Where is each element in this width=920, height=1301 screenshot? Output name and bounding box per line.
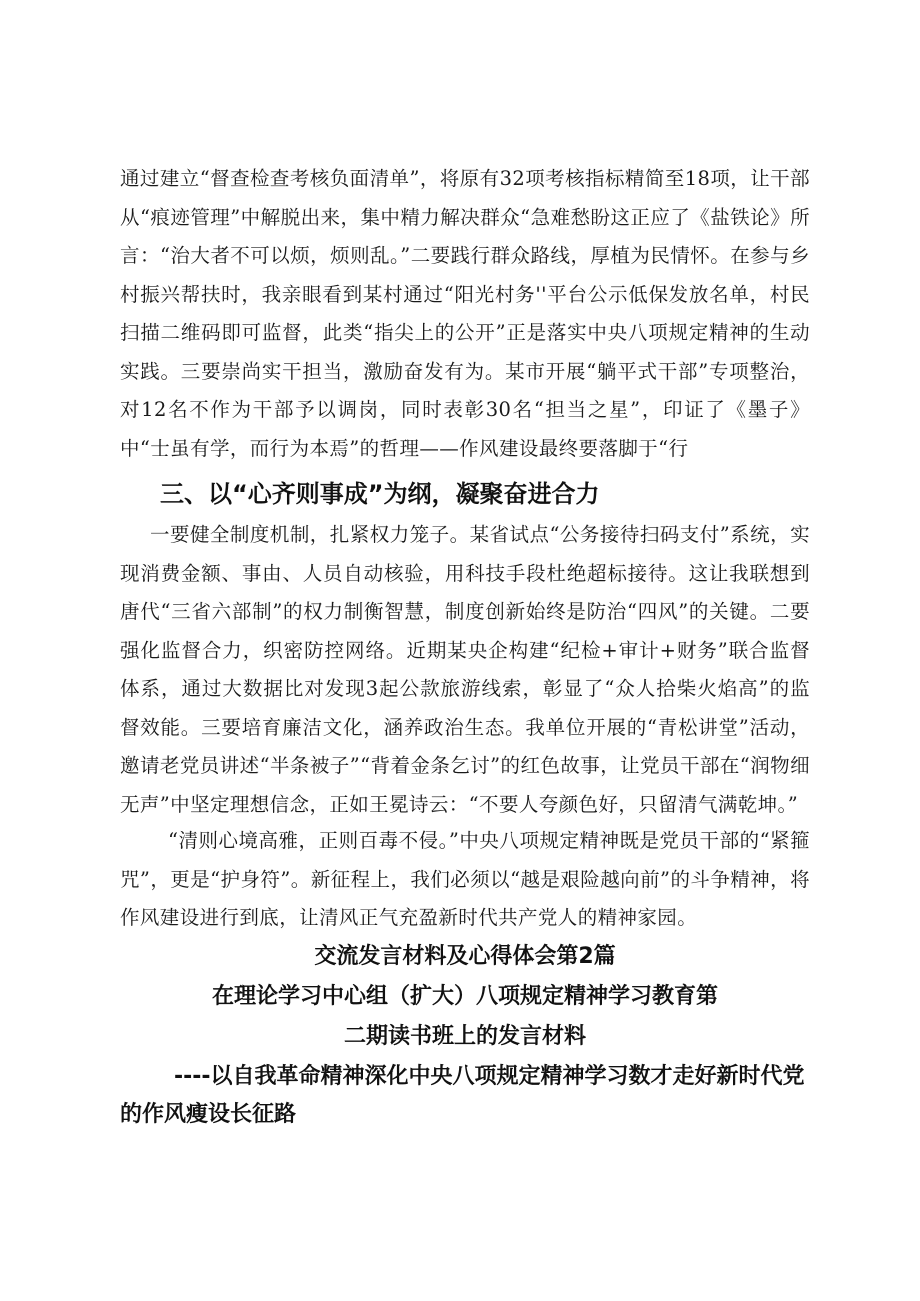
- body-paragraph-1: 通过建立“督查检查考核负面清单”，将原有32项考核指标精简至18项，让干部从“痕迹管理”中解脱出来，集中精力解决群众“急难愁盼这正应了《盐铁论》所言：“治大者不可以烦，烦则乱。”二要践行群众路线，厚植为民情怀。在参与乡村振兴帮扶时，我亲眼看到某村通过“阳光村务''平台公示低保发放名单，村民扫描二维码即可监督，此类“指尖上的公开”正是落实中央八项规定精神的生动实践。三要崇尚实干担当，激励奋发有为。某市开展“躺平式干部”专项整治，对12名不作为干部予以调岗，同时表彰30名“担当之星”，印证了《墨子》中“士虽有学，而行为本焉”的哲理——作风建设最终要落脚于“行: [120, 167, 810, 460]
- document-title: 交流发言材料及心得体会第2篇: [314, 944, 616, 969]
- document-subtitle-line-1: 在理论学习中心组（扩大）八项规定精神学习教育第: [211, 984, 718, 1009]
- body-paragraph-3: “清则心境高雅，正则百毒不侵。”中央八项规定精神既是党员干部的“紧箍咒”，更是“护身符”。新征程上，我们必须以“越是艰险越向前”的斗争精神，将作风建设进行到底，让清风正气充盈新时代共产党人的精神家园。: [120, 829, 810, 929]
- document-theme: ----以自我革命精神深化中央八项规定精神学习数才走好新时代党的作风瘦设长征路: [120, 1064, 805, 1127]
- section-heading-3: 三、以“心齐则事成”为纲，凝聚奋进合力: [160, 480, 600, 508]
- document-subtitle-line-2: 二期读书班上的发言材料: [343, 1024, 586, 1049]
- body-paragraph-2: 一要健全制度机制，扎紧权力笼子。某省试点“公务接待扫码支付”系统，实现消费金额、事由、人员自动核验，用科技手段杜绝超标接待。这让我联想到唐代“三省六部制”的权力制衡智慧，制度创新始终是防治“四风”的关键。二要强化监督合力，织密防控网络。近期某央企构建“纪检+审计+财务”联合监督体系，通过大数据比对发现3起公款旅游线索，彰显了“众人拾柴火焰高”的监督效能。三要培育廉洁文化，涵养政治生态。我单位开展的“青松讲堂”活动，邀请老党员讲述“半条被子”“背着金条乞讨”的红色故事，让党员干部在“润物细无声”中坚定理想信念，正如王冕诗云：“不要人夸颜色好，只留清气满乾坤。”: [120, 523, 810, 816]
